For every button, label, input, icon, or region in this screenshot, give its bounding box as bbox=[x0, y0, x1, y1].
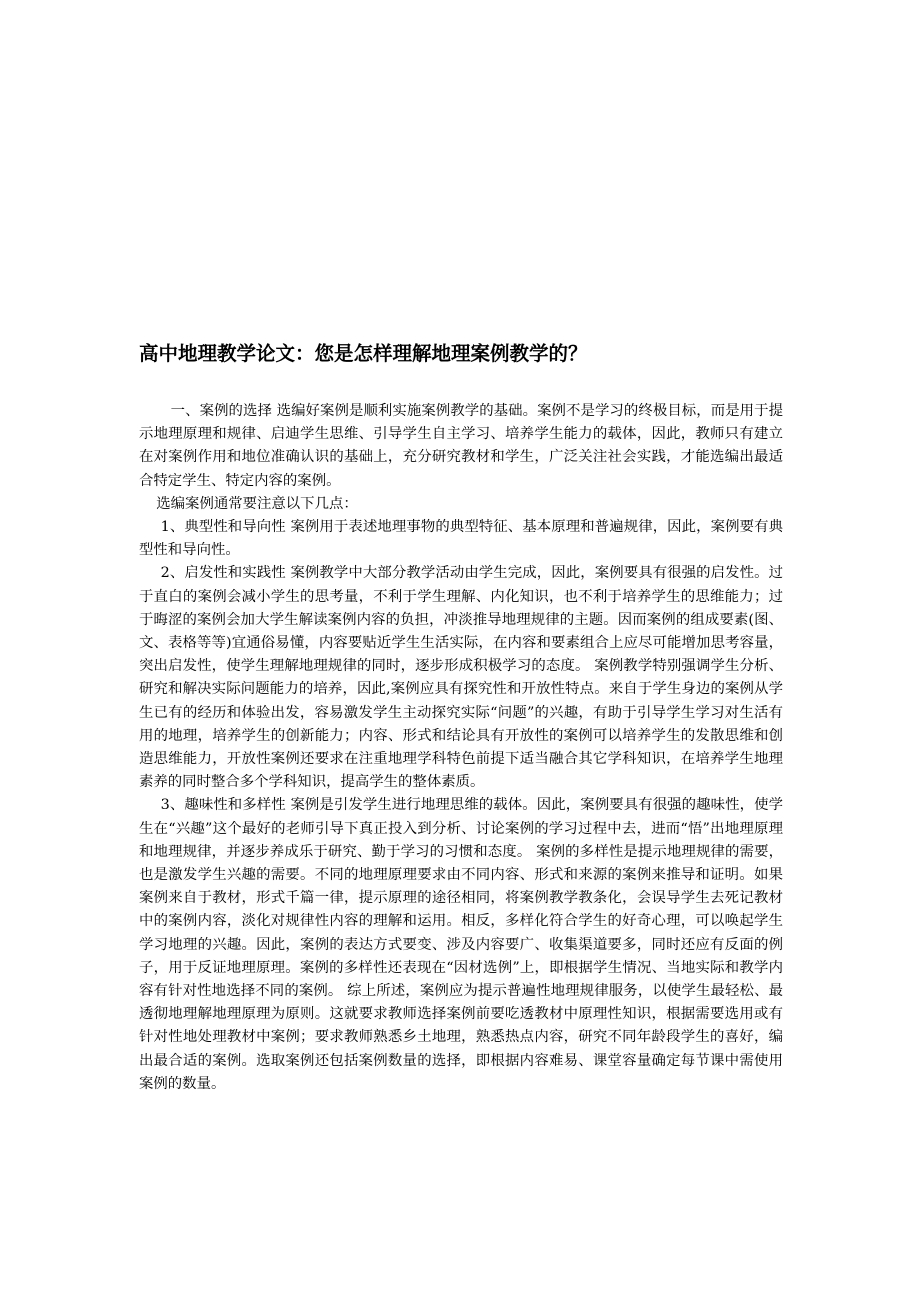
paragraph-case-selection: 一、案例的选择 选编好案例是顺利实施案例教学的基础。案例不是学习的终极目标，而是用于提示地理原理和规律、启迪学生思维、引导学生自主学习、培养学生能力的载体，因此，教师只有建立在对案例作用和地位准确认识的基础上，充分研究教材和学生，广泛关注社会实践，才能选编出最适合特定学生、特定内容的案例。 bbox=[139, 403, 783, 489]
paragraph-point-1: 1、典型性和导向性 案例用于表述地理事物的典型特征、基本原理和普遍规律，因此，案例要有典型性和导向性。 bbox=[139, 519, 783, 559]
document-title: 高中地理教学论文：您是怎样理解地理案例教学的？ bbox=[139, 342, 588, 365]
paragraph-point-2: 2、启发性和实践性 案例教学中大部分教学活动由学生完成，因此，案例要具有很强的启发性。过于直白的案例会减小学生的思考量，不利于学生理解、内化知识，也不利于培养学生的思维能力；过于晦涩的案例会加大学生解读案例内容的负担，冲淡推导地理规律的主题。因而案例的组成要素(图、文、表格等等)宜通俗易懂，内容要贴近学生生活实际，在内容和要素组合上应尽可能增加思考容量，突出启发性，使学生理解地理规律的同时，逐步形成积极学习的态度。 案例教学特别强调学生分析、研究和解决实际问题能力的培养，因此,案例应具有探究性和开放性特点。来自于学生身边的案例从学生已有的经历和体验出发，容易激发学生主动探究实际“问题”的兴趣，有助于引导学生学习对生活有用的地理，培养学生的创新能力；内容、形式和结论具有开放性的案例可以培养学生的发散思维和创造思维能力，开放性案例还要求在注重地理学科特色前提下适当融合其它学科知识，在培养学生地理素养的同时整合多个学科知识，提高学生的整体素质。 bbox=[139, 565, 783, 791]
document-body bbox=[139, 400, 783, 1096]
paragraph-point-3: 3、趣味性和多样性 案例是引发学生进行地理思维的载体。因此，案例要具有很强的趣味性，使学生在“兴趣”这个最好的老师引导下真正投入到分析、讨论案例的学习过程中去，进而“悟”出地理原理和地理规律，并逐步养成乐于研究、勤于学习的习惯和态度。 案例的多样性是提示地理规律的需要，也是激发学生兴趣的需要。不同的地理原理要求由不同内容、形式和来源的案例来推导和证明。如果案例来自于教材，形式千篇一律，提示原理的途径相同，将案例教学教条化，会误导学生去死记教材中的案例内容，淡化对规律性内容的理解和运用。相反，多样化符合学生的好奇心理，可以唤起学生学习地理的兴趣。因此，案例的表达方式要变、涉及内容要广、收集渠道要多，同时还应有反面的例子，用于反证地理原理。案例的多样性还表现在“因材选例”上，即根据学生情况、当地实际和教学内容有针对性地选择不同的案例。 综上所述，案例应为提示普遍性地理规律服务，以使学生最轻松、最透彻地理解地理原理为原则。这就要求教师选择案例前要吃透教材中原理性知识，根据需要选用或有针对性地处理教材中案例；要求教师熟悉乡土地理，熟悉热点内容，研究不同年龄段学生的喜好，编出最合适的案例。选取案例还包括案例数量的选择，即根据内容难易、课堂容量确定每节课中需使用案例的数量。 bbox=[139, 797, 783, 1092]
paragraph-notes-intro: 选编案例通常要注意以下几点： bbox=[156, 495, 358, 512]
